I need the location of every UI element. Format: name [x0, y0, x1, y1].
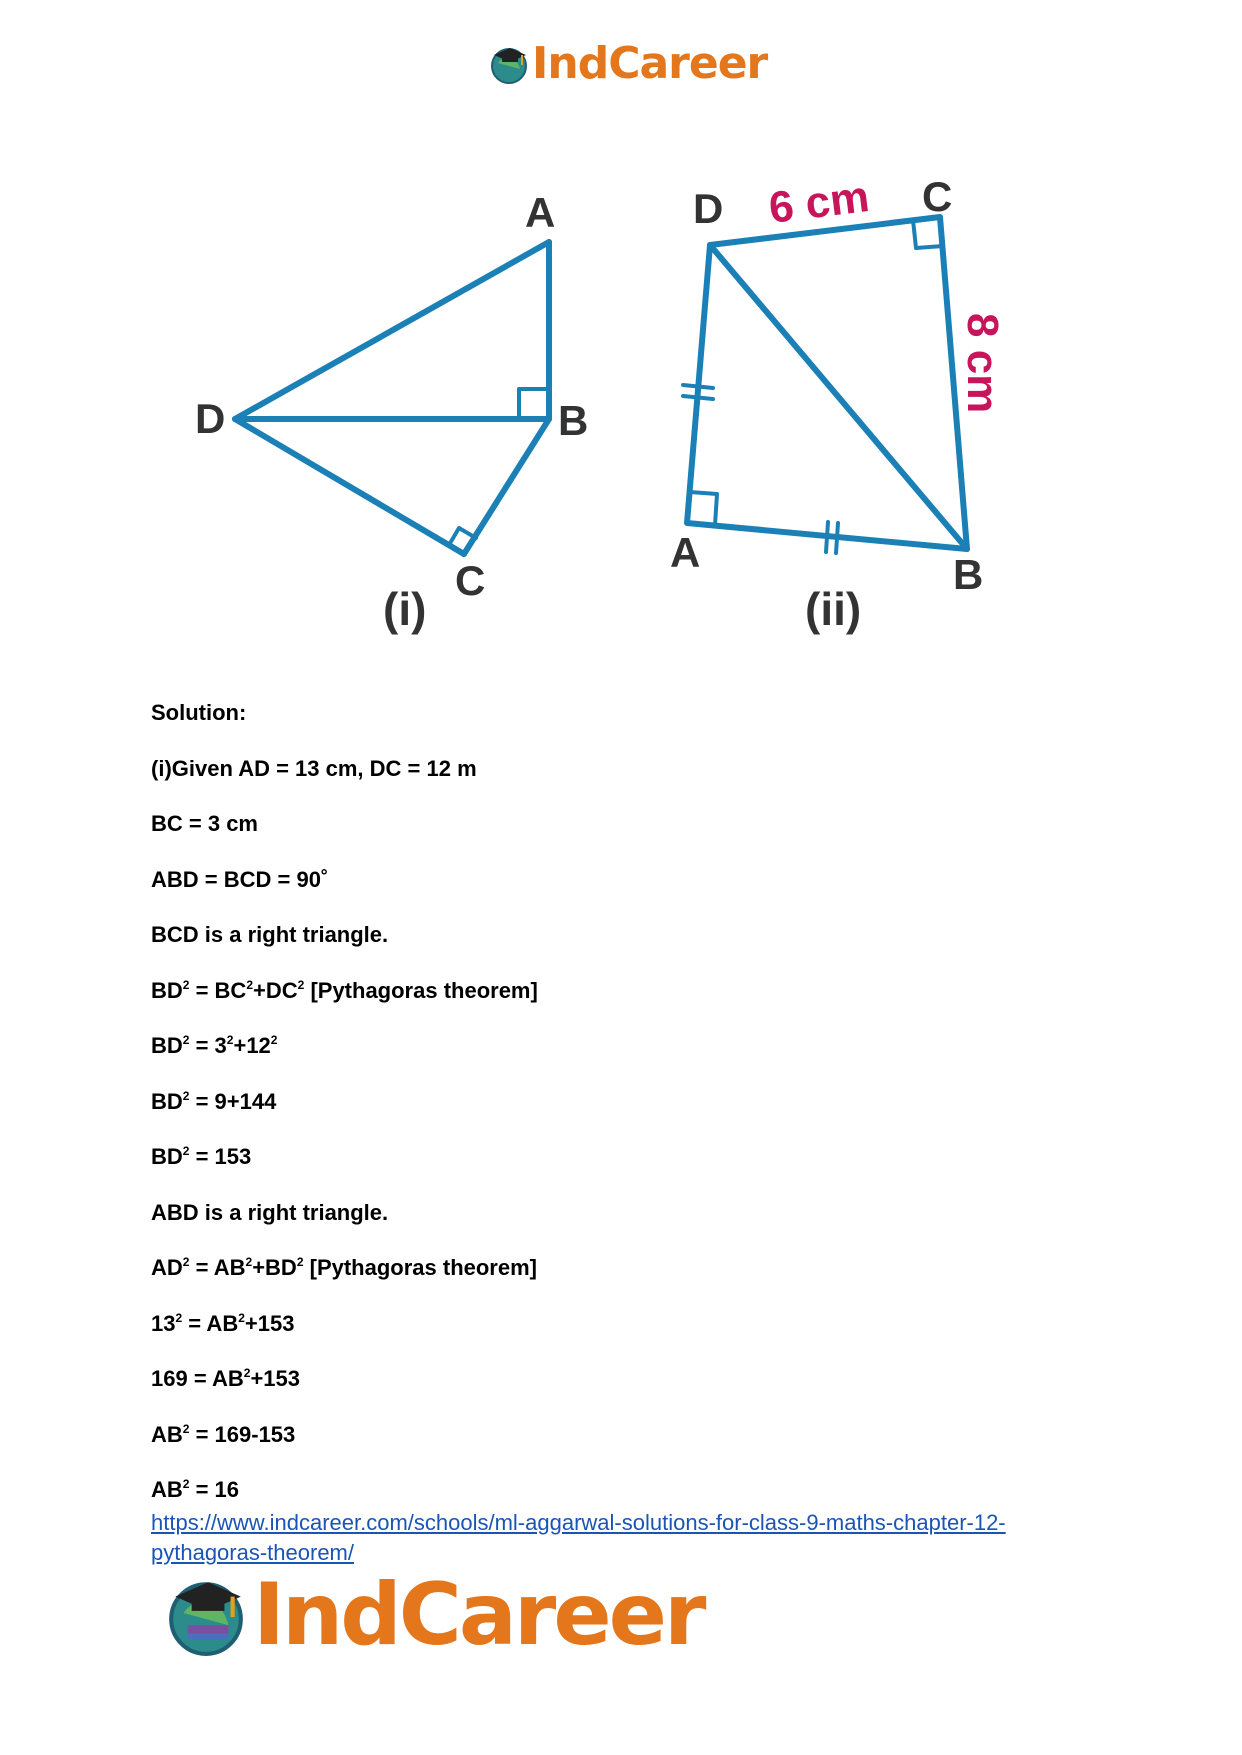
source-link[interactable]: https://www.indcareer.com/schools/ml-aggarwal-solutions-for-class-9-maths-chapter-12-pythagoras-theorem/ — [151, 1510, 1006, 1565]
graduation-globe-icon — [488, 43, 530, 85]
solution-line: ABD is a right triangle. — [151, 1199, 389, 1225]
fig1-label-c: C — [455, 557, 486, 604]
fig2-label-b: B — [953, 551, 984, 598]
figure-ii-shape — [687, 217, 967, 549]
fig2-label-a: A — [670, 529, 701, 576]
brand-name: IndCareer — [253, 1565, 704, 1665]
solution-equation: $AB^2 = 16$ — [151, 1477, 240, 1502]
solution-equation: $BD^2 = 153$ — [151, 1144, 252, 1169]
footer-logo[interactable] — [163, 1565, 704, 1665]
fig2-label-d: D — [693, 185, 724, 232]
fig1-label-d: D — [195, 395, 226, 442]
graduation-globe-icon — [163, 1572, 249, 1658]
solution-line: ABD = BCD = 90˚ — [151, 866, 329, 892]
fig2-label-c: C — [922, 173, 953, 220]
fig2-measure-cb: 8 cm — [958, 313, 1007, 414]
solution-equation: $AD^2 = AB^2+BD^2$ [Pythagoras theorem] — [151, 1255, 537, 1280]
solution-block — [151, 700, 1111, 1533]
solution-line: BC = 3 cm — [151, 811, 258, 836]
header-logo[interactable] — [488, 38, 768, 89]
solution-heading: Solution: — [151, 700, 247, 725]
solution-equation: $AB^2 = 169-153$ — [151, 1421, 296, 1447]
solution-line: BCD is a right triangle. — [151, 922, 389, 947]
solution-equation: $BD^2 = 9+144$ — [151, 1088, 277, 1114]
fig2-measure-dc: 6 cm — [766, 172, 872, 233]
fig1-label-a: A — [525, 189, 556, 236]
solution-equation: $169 = AB^2+153$ — [151, 1366, 300, 1391]
solution-line: (i)Given AD = 13 cm, DC = 12 m — [151, 755, 477, 781]
fig2-caption: (ii) — [805, 583, 862, 635]
solution-equation: $BD^2 = BC^2+DC^2$ [Pythagoras theorem] — [151, 977, 538, 1003]
geometry-figures — [170, 165, 1050, 645]
solution-equation: $13^2 = AB^2+153$ — [151, 1310, 295, 1336]
figure-i-shape — [235, 242, 549, 554]
brand-name: IndCareer — [532, 38, 768, 89]
figures — [170, 165, 1050, 645]
fig1-label-b: B — [558, 397, 589, 444]
fig1-caption: (i) — [383, 583, 427, 635]
figure-i-right-angles — [449, 389, 549, 545]
solution-equation: $BD^2 = 3^2+12^2$ — [151, 1033, 278, 1058]
